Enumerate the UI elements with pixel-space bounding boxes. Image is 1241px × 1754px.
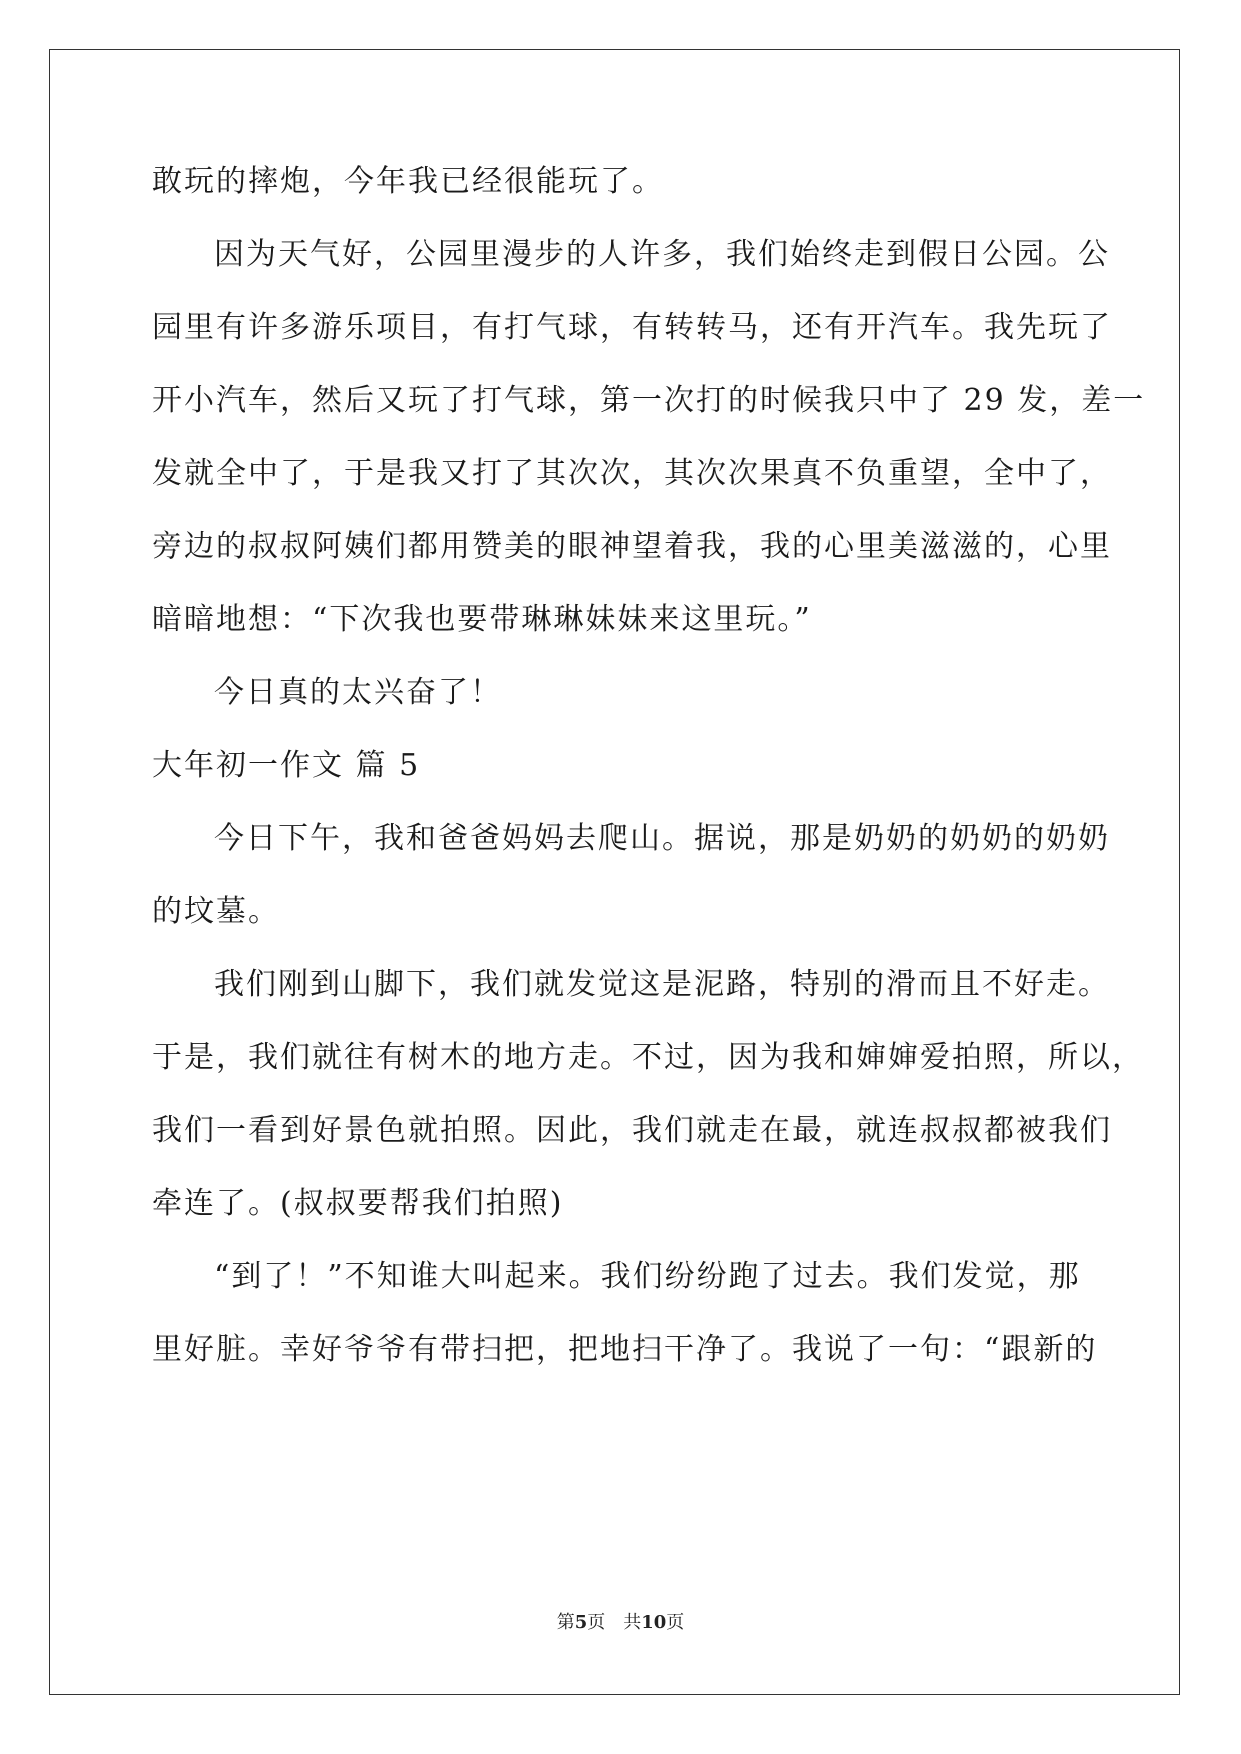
text-line: 我们一看到好景色就拍照。因此，我们就走在最，就连叔叔都被我们 bbox=[152, 1113, 1112, 1148]
paragraph-line: 因为天气好，公园里漫步的人许多，我们始终走到假日公园。公 bbox=[214, 237, 1110, 272]
paragraph-line: “到了！”不知谁大叫起来。我们纷纷跑了过去。我们发觉，那 bbox=[214, 1259, 1081, 1294]
paragraph-line: 我们刚到山脚下，我们就发觉这是泥路，特别的滑而且不好走。 bbox=[214, 967, 1110, 1002]
page-footer bbox=[0, 1608, 1241, 1634]
footer-prefix: 第 bbox=[556, 1612, 575, 1633]
current-page-number: 5 bbox=[574, 1612, 588, 1633]
text-line: 敢玩的摔炮，今年我已经很能玩了。 bbox=[152, 164, 664, 199]
total-page-number: 10 bbox=[641, 1612, 667, 1633]
footer-suffix: 页 bbox=[666, 1612, 685, 1633]
text-line: 里好脏。幸好爷爷有带扫把，把地扫干净了。我说了一句：“跟新的 bbox=[152, 1332, 1098, 1367]
section-heading: 大年初一作文 篇 5 bbox=[152, 748, 421, 783]
text-line: 旁边的叔叔阿姨们都用赞美的眼神望着我，我的心里美滋滋的，心里 bbox=[152, 529, 1112, 564]
text-line: 的坟墓。 bbox=[152, 894, 280, 929]
text-line: 暗暗地想：“下次我也要带琳琳妹妹来这里玩。” bbox=[152, 602, 812, 637]
footer-mid: 页 共 bbox=[587, 1612, 642, 1633]
page-border bbox=[49, 49, 1180, 1695]
text-line: 发就全中了，于是我又打了其次次，其次次果真不负重望，全中了， bbox=[152, 456, 1112, 491]
text-line: 园里有许多游乐项目，有打气球，有转转马，还有开汽车。我先玩了 bbox=[152, 310, 1112, 345]
text-line: 于是，我们就往有树木的地方走。不过，因为我和婶婶爱拍照，所以， bbox=[152, 1040, 1144, 1075]
paragraph-line: 今日下午，我和爸爸妈妈去爬山。据说，那是奶奶的奶奶的奶奶 bbox=[214, 821, 1110, 856]
paragraph-line: 今日真的太兴奋了！ bbox=[214, 675, 502, 710]
text-line: 开小汽车，然后又玩了打气球，第一次打的时候我只中了 29 发，差一 bbox=[152, 383, 1146, 418]
text-line: 牵连了。(叔叔要帮我们拍照) bbox=[152, 1186, 564, 1221]
